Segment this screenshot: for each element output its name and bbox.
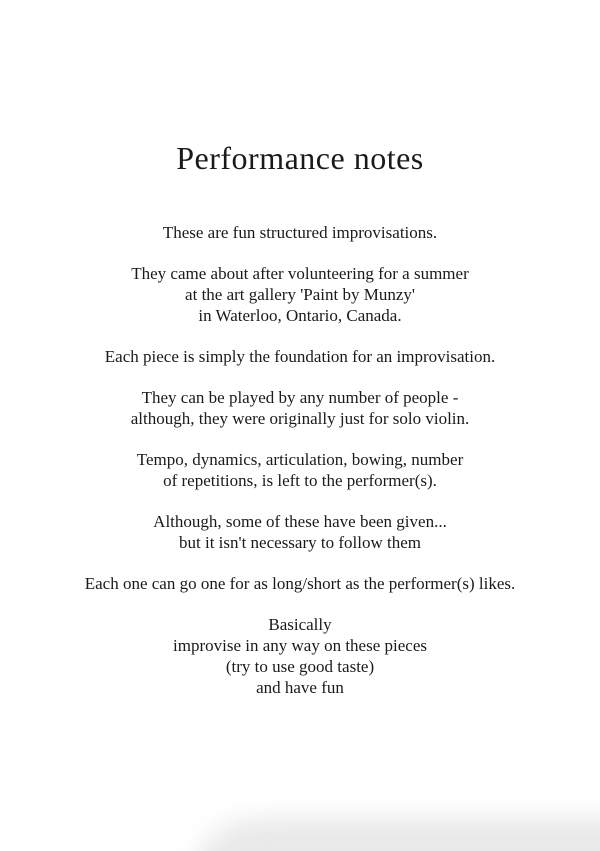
text-line: These are fun structured improvisations. [162, 223, 438, 242]
text-line: of repetitions, is left to the performer(s). [163, 471, 437, 490]
paragraph [0, 387, 600, 429]
text-line: improvise in any way on these pieces [173, 636, 427, 655]
paragraph [0, 573, 600, 594]
paragraph [0, 346, 600, 367]
text-line: (try to use good taste) [225, 657, 375, 676]
paragraph [0, 511, 600, 553]
text-line: They can be played by any number of people - [141, 388, 459, 407]
text-line: although, they were originally just for solo violin. [130, 409, 470, 428]
page-bottom-shadow [190, 818, 600, 851]
text-line: Although, some of these have been given... [153, 512, 447, 531]
text-line: Basically [268, 615, 332, 634]
page-title: Performance notes [176, 140, 424, 176]
paragraph [0, 222, 600, 243]
text-line: Each piece is simply the foundation for an improvisation. [104, 347, 496, 366]
text-line: and have fun [256, 678, 344, 697]
paragraph [0, 263, 600, 326]
text-line: at the art gallery 'Paint by Munzy' [185, 285, 415, 304]
paragraph [0, 449, 600, 491]
text-line: Tempo, dynamics, articulation, bowing, number [136, 450, 464, 469]
paragraph [0, 614, 600, 698]
text-line: Each one can go one for as long/short as the performer(s) likes. [84, 574, 516, 593]
text-line: but it isn't necessary to follow them [179, 533, 421, 552]
text-line: They came about after volunteering for a summer [131, 264, 469, 283]
text-line: in Waterloo, Ontario, Canada. [198, 306, 402, 325]
document-body [0, 222, 600, 698]
